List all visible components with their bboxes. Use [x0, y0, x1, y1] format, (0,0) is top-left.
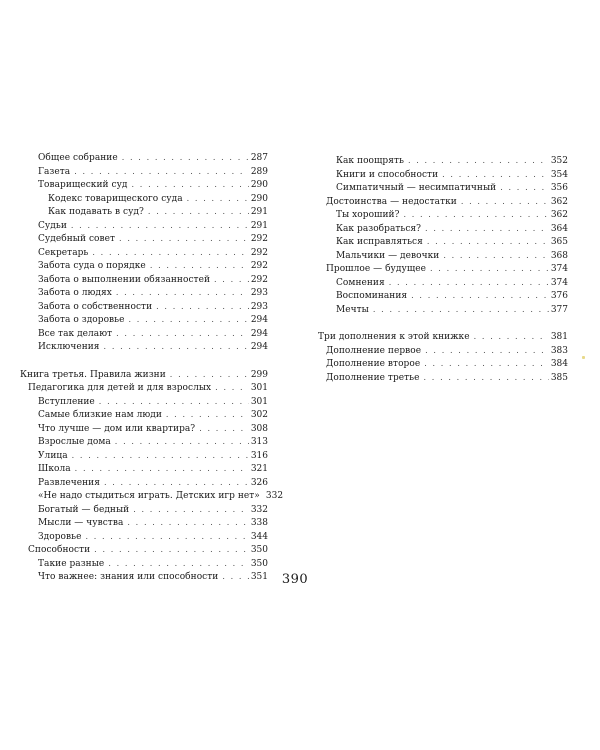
toc-entry	[326, 262, 568, 276]
toc-entry	[336, 249, 568, 263]
toc-entry	[38, 530, 268, 544]
toc-entry-title: Кодекс товарищеского суда	[48, 193, 183, 204]
toc-entry-page: 356	[550, 183, 568, 193]
toc-entry	[326, 195, 568, 209]
toc-entry	[326, 344, 568, 358]
toc-entry-title: Забота о собственности	[38, 301, 153, 312]
toc-entry-title: Сомнения	[336, 277, 385, 288]
toc-entry-title: Как разобраться?	[336, 223, 422, 234]
toc-entry-title: Прошлое — будущее	[326, 264, 426, 274]
dot-leader	[500, 181, 549, 195]
toc-entry-page: 321	[250, 464, 268, 474]
dot-leader	[75, 462, 249, 476]
toc-entry-title: Школа	[38, 464, 71, 474]
toc-entry-page: 316	[250, 450, 268, 461]
dot-leader	[373, 303, 549, 317]
toc-entry-page: 301	[250, 383, 268, 393]
toc-entry-title: Забота суда о порядке	[38, 261, 146, 271]
toc-entry-page: 376	[550, 291, 568, 301]
toc-entry-title: «Не надо стыдиться играть. Детских игр нет»	[38, 491, 260, 501]
toc-entry	[38, 286, 268, 300]
toc-entry	[38, 516, 268, 530]
toc-entry-title: Дополнение первое	[326, 345, 422, 356]
toc-entry-title: Здоровье	[38, 531, 82, 542]
toc-entry	[38, 476, 268, 490]
dot-leader	[199, 422, 249, 436]
toc-entry-page: 352	[550, 156, 568, 166]
toc-entry	[38, 503, 268, 517]
dot-leader	[92, 246, 248, 260]
dot-leader	[74, 165, 249, 179]
toc-entry	[38, 273, 268, 287]
toc-entry-page: 292	[250, 247, 268, 258]
dot-leader	[104, 340, 249, 354]
dot-leader	[424, 371, 549, 385]
toc-entry-title: Общее собрание	[38, 153, 118, 163]
toc-entry-title: Все так делают	[38, 328, 113, 339]
toc-entry-page: 299	[250, 369, 268, 380]
toc-entry-page: 344	[250, 531, 268, 542]
toc-entry-page: 326	[250, 477, 268, 488]
toc-entry-title: Мысли — чувства	[38, 518, 124, 528]
toc-entry	[48, 205, 268, 219]
dot-leader	[222, 570, 248, 584]
dot-leader	[116, 327, 249, 341]
toc-entry-page: 313	[250, 437, 268, 447]
dot-leader	[116, 286, 249, 300]
dot-leader	[108, 557, 249, 571]
toc-entry	[38, 408, 268, 422]
toc-entry	[326, 357, 568, 371]
toc-entry-page: 383	[550, 345, 568, 356]
toc-entry-title: Забота о людях	[38, 288, 112, 298]
dot-leader	[424, 357, 549, 371]
toc-entry	[48, 192, 268, 206]
toc-entry-title: Воспоминания	[336, 291, 408, 301]
toc-entry-page: 385	[550, 372, 568, 383]
toc-entry-page: 294	[250, 315, 268, 325]
toc-entry	[38, 340, 268, 354]
toc-entry	[336, 181, 568, 195]
dot-leader	[427, 235, 549, 249]
toc-entry-title: Мечты	[336, 304, 369, 315]
toc-entry	[38, 259, 268, 273]
toc-entry-page: 354	[550, 169, 568, 180]
toc-entry-title: Улица	[38, 450, 68, 461]
dot-leader	[119, 232, 249, 246]
toc-entry-page: 381	[550, 332, 568, 342]
dot-leader	[430, 262, 549, 276]
toc-entry-page: 294	[250, 342, 268, 352]
toc-entry	[318, 330, 568, 344]
toc-entry-title: Как поощрять	[336, 156, 404, 166]
page-number: 390	[281, 572, 309, 587]
toc-entry-title: Взрослые дома	[38, 437, 111, 447]
toc-entry-page: 362	[550, 196, 568, 207]
dot-leader	[104, 476, 249, 490]
toc-entry-title: Богатый — бедный	[38, 504, 130, 515]
toc-entry-page: 365	[550, 237, 568, 247]
toc-entry	[38, 489, 284, 503]
toc-entry-page: 377	[550, 304, 568, 315]
dot-leader	[166, 408, 249, 422]
toc-entry-page: 292	[250, 274, 268, 285]
toc-entry-page: 374	[550, 277, 568, 288]
dot-leader	[94, 543, 249, 557]
toc-entry	[336, 303, 568, 317]
dot-leader	[425, 222, 549, 236]
dot-leader	[474, 330, 549, 344]
toc-left-column	[20, 0, 284, 750]
toc-entry-page: 291	[250, 220, 268, 231]
toc-entry-page: 289	[250, 166, 268, 177]
dot-leader	[425, 344, 549, 358]
dot-leader	[122, 151, 249, 165]
toc-entry-title: Забота о выполнении обязанностей	[38, 274, 210, 285]
toc-entry-page: 290	[250, 180, 268, 190]
toc-entry	[336, 208, 568, 222]
toc-entry-title: Книга третья. Правила жизни	[20, 369, 166, 380]
toc-entry	[38, 462, 268, 476]
toc-entry	[336, 154, 568, 168]
toc-entry-page: 294	[250, 328, 268, 339]
toc-entry-page: 291	[250, 207, 268, 217]
dot-leader	[411, 289, 549, 303]
dot-leader	[99, 395, 249, 409]
toc-entry	[38, 178, 268, 192]
dot-leader	[132, 178, 249, 192]
toc-entry-title: Забота о здоровье	[38, 315, 125, 325]
toc-entry	[336, 289, 568, 303]
toc-entry	[38, 219, 268, 233]
toc-entry	[38, 313, 268, 327]
toc-right-column	[318, 0, 568, 750]
toc-entry-page: 368	[550, 250, 568, 261]
toc-entry-title: Исключения	[38, 342, 100, 352]
toc-entry-page: 292	[250, 234, 268, 244]
dot-leader	[443, 249, 548, 263]
toc-entry-title: Вступление	[38, 396, 95, 407]
dot-leader	[72, 449, 249, 463]
toc-entry	[28, 381, 268, 395]
dot-leader	[129, 313, 249, 327]
dot-leader	[408, 154, 549, 168]
toc-entry	[38, 435, 268, 449]
dot-leader	[215, 381, 249, 395]
toc-entry-title: Как исправляться	[336, 237, 423, 247]
toc-entry-title: Способности	[28, 545, 91, 555]
toc-entry-title: Как подавать в суд?	[48, 207, 144, 217]
toc-entry-page: 292	[250, 261, 268, 271]
dot-leader	[133, 503, 249, 517]
toc-entry-title: Мальчики — девочки	[336, 250, 440, 261]
toc-entry-page: 332	[265, 491, 284, 501]
dot-leader	[170, 368, 249, 382]
gutter-mark	[582, 356, 585, 359]
toc-entry-title: Судебный совет	[38, 234, 116, 244]
dot-leader	[115, 435, 249, 449]
toc-entry-page: 290	[250, 193, 268, 204]
toc-entry-title: Книги и способности	[336, 169, 439, 180]
toc-entry-page: 351	[250, 572, 268, 582]
toc-entry	[326, 371, 568, 385]
toc-entry-page: 384	[550, 359, 568, 369]
dot-leader	[389, 276, 549, 290]
dot-leader	[187, 192, 249, 206]
toc-entry-title: Что важнее: знания или способности	[38, 572, 219, 582]
toc-entry-title: Развлечения	[38, 477, 100, 488]
toc-entry-page: 374	[550, 264, 568, 274]
toc-entry-title: Три дополнения к этой книжке	[318, 332, 470, 342]
toc-entry-page: 332	[250, 504, 268, 515]
toc-entry-page: 308	[250, 423, 268, 434]
toc-entry-title: Самые близкие нам люди	[38, 410, 162, 420]
toc-entry	[28, 543, 268, 557]
toc-entry	[336, 235, 568, 249]
toc-entry	[20, 368, 268, 382]
toc-entry	[38, 246, 268, 260]
toc-entry	[38, 422, 268, 436]
toc-entry-title: Дополнение второе	[326, 359, 421, 369]
toc-entry	[38, 165, 268, 179]
dot-leader	[442, 168, 549, 182]
toc-entry-page: 293	[250, 301, 268, 312]
dot-leader	[148, 205, 249, 219]
toc-entry-page: 302	[250, 410, 268, 420]
toc-entry-page: 301	[250, 396, 268, 407]
dot-leader	[127, 516, 248, 530]
dot-leader	[214, 273, 249, 287]
toc-entry	[38, 395, 268, 409]
dot-leader	[85, 530, 248, 544]
toc-entry-title: Судьи	[38, 220, 67, 231]
dot-leader	[403, 208, 548, 222]
toc-entry	[38, 232, 268, 246]
toc-entry	[38, 300, 268, 314]
toc-entry-page: 287	[250, 153, 268, 163]
toc-entry-title: Педагогика для детей и для взрослых	[28, 383, 212, 393]
toc-entry-title: Симпатичный — несимпатичный	[336, 183, 497, 193]
toc-entry-page: 293	[250, 288, 268, 298]
dot-leader	[71, 219, 249, 233]
toc-entry	[38, 557, 268, 571]
toc-entry	[336, 222, 568, 236]
dot-leader	[461, 195, 549, 209]
toc-entry-page: 338	[250, 518, 268, 528]
dot-leader	[156, 300, 249, 314]
toc-entry-page: 350	[250, 558, 268, 569]
toc-entry-page: 364	[550, 223, 568, 234]
toc-entry-title: Достоинства — недостатки	[326, 196, 457, 207]
toc-entry	[38, 327, 268, 341]
toc-entry	[38, 151, 268, 165]
toc-entry	[336, 168, 568, 182]
toc-entry	[38, 570, 268, 584]
toc-entry-title: Ты хороший?	[336, 210, 400, 220]
toc-entry-page: 350	[250, 545, 268, 555]
toc-entry-title: Что лучше — дом или квартира?	[38, 423, 196, 434]
dot-leader	[150, 259, 249, 273]
toc-entry-page: 362	[550, 210, 568, 220]
toc-entry-title: Секретарь	[38, 247, 89, 258]
toc-entry	[38, 449, 268, 463]
toc-entry-title: Дополнение третье	[326, 372, 420, 383]
toc-entry-title: Такие разные	[38, 558, 105, 569]
toc-entry-title: Товарищеский суд	[38, 180, 128, 190]
toc-entry	[336, 276, 568, 290]
toc-entry-title: Газета	[38, 166, 71, 177]
